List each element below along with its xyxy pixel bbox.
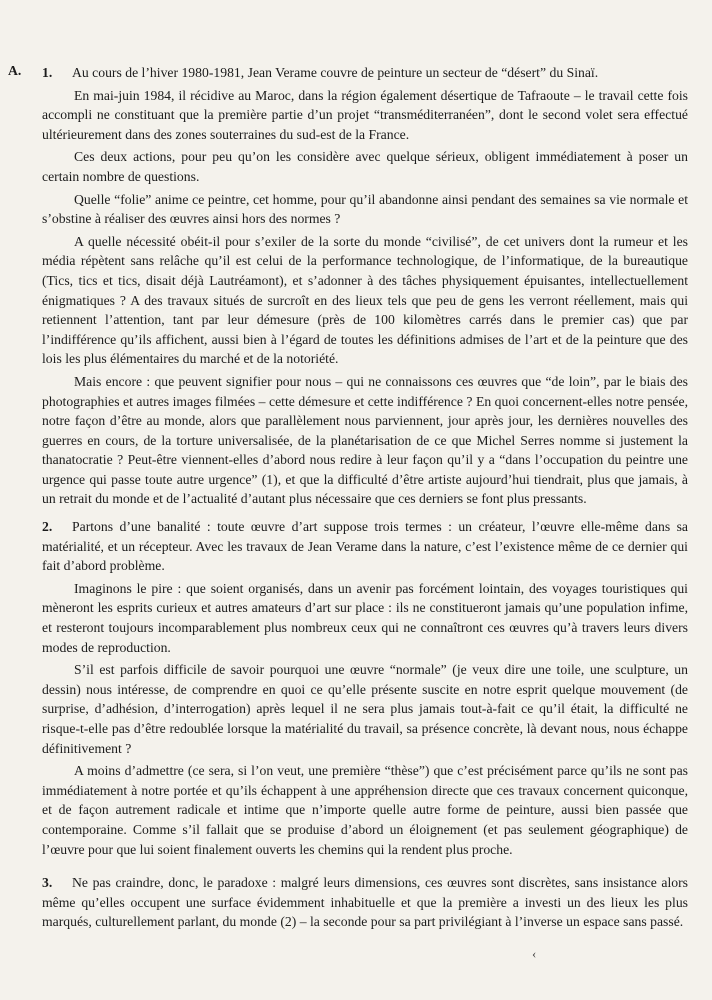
paragraph: A quelle nécessité obéit-il pour s’exiler de la sorte du monde “civilisé”, de cet univers dont la rumeur et les média répètent sans relâche qu’il est celui de la performance technologique, de l’informatique, de la bureautique (Tics, tics et tics, disait déjà Lautréamont), et s’adonner à des tâches physiquement épuisantes, intellectuellement énigmatiques ? A des travaux situés de surcroît en des lieux tels que peu de gens les verront réellement, mais qui retiennent l’attention, tant par leur démesure (près de 100 kilomètres carrés dans le premier cas) que par l’indifférence qu’ils affichent, aussi bien à l’égard de toutes les définitions admises de l’art et de la peinture que des lois les plus élémentaires du marché et de la notoriété. xyxy=(42,233,688,367)
paragraph: Quelle “folie” anime ce peintre, cet homme, pour qu’il abandonne ainsi pendant des semaines sa vie normale et s’obstine à réaliser des œuvres ainsi hors des normes ? xyxy=(42,191,688,227)
paragraph: Ces deux actions, pour peu qu’on les considère avec quelque sérieux, obligent immédiatement à poser un certain nombre de questions. xyxy=(42,149,688,184)
section-2 xyxy=(42,517,688,862)
paragraph: Imaginons le pire : que soient organisés, dans un avenir pas forcément lointain, des voyages touristiques qui mèneront les esprits curieux et autres amateurs d’art sur place : ils ne constitueront jamais qu’une population infime, et resteront toujours incomparablement plus nombreux ceux qui ne connaîtront ces œuvres qu’à travers leurs divers modes de reproduction. xyxy=(42,580,688,655)
paragraph: En mai-juin 1984, il récidive au Maroc, dans la région également désertique de Tafraoute – le travail cette fois accompli ne constituant que la première partie d’un projet “transméditerranéen”, dont le second volet sera effectué ultérieurement dans des zones souterraines du sud-est de la France. xyxy=(42,87,688,142)
section-number: 2. xyxy=(42,519,53,534)
section-3 xyxy=(42,873,688,935)
page-mark: ‹ xyxy=(532,946,537,961)
paragraph: 2. Partons d’une banalité : toute œuvre d’art suppose trois termes : un créateur, l’œuvre elle-même dans sa matérialité, et un récepteur. Avec les travaux de Jean Verame dans la nature, c’est l’existence même de ce dernier qui fait d’abord problème. xyxy=(42,519,688,574)
section-1 xyxy=(42,63,688,512)
paragraph: S’il est parfois difficile de savoir pourquoi une œuvre “normale” (je veux dire une toile, une sculpture, un dessin) nous intéresse, de comprendre en quoi ce qu’elle présente suscite en notre esprit quelque mouvement (de surprise, d’adhésion, d’interrogation) après lequel il ne sera plus jamais tout-à-fait ce qu’il était, la difficulté ne risque-t-elle pas d’être redoublée lorsque la matérialité du travail, sa présence concrète, là devant nous, nous échappe définitivement ? xyxy=(42,662,688,756)
paragraph: Mais encore : que peuvent signifier pour nous – qui ne connaissons ces œuvres que “de loin”, par le biais des photographies et autres images filmées – cette démesure et cette indifférence ? En quoi concernent-elles notre pensée, notre façon d’être au monde, alors que parallèlement nous parviennent, jour après jour, les dernières nouvelles des guerres en cours, de la torture universalisée, de la planétarisation de ce que Michel Serres nomme si justement la thanatocratie ? Peut-être viennent-elles d’abord nous redire à leur façon qu’il y a “dans l’occupation du peintre une urgence qui passe toute autre urgence” (1), et que la difficulté d’être artiste aujourd’hui tiendrait, plus que jamais, à un retrait du monde et de l’actualité d’autant plus nécessaire que ces derniers se font plus pressants. xyxy=(42,373,688,507)
paragraph: 3. Ne pas craindre, donc, le paradoxe : malgré leurs dimensions, ces œuvres sont discrètes, sans insistance alors même qu’elles occupent une surface évidemment inhabituelle et que la première a investi un des lieux les plus marqués, culturellement parlant, du monde (2) – la seconde pour sa part privilégiant à l’inverse un espace sans passé. xyxy=(42,875,688,930)
section-number: 3. xyxy=(42,875,53,890)
section-letter-marker: A. xyxy=(8,63,22,78)
section-number: 1. xyxy=(42,65,53,80)
paragraph: A moins d’admettre (ce sera, si l’on veut, une première “thèse”) que c’est précisément parce qu’ils ne sont pas immédiatement à notre portée et qu’ils échappent à une appréhension directe que ces travaux concernent quiconque, et de façon autrement radicale et intime que n’importe quelle autre forme de peinture, aussi bien passée que contemporaine. Comme s’il fallait que se produise d’abord un éloignement (et pas seulement géographique) de l’œuvre pour que lui soient finalement ouverts les chemins qui la rendent plus proche. xyxy=(42,763,688,857)
paragraph: 1. Au cours de l’hiver 1980-1981, Jean Verame couvre de peinture un secteur de “désert” du Sinaï. xyxy=(42,63,688,83)
